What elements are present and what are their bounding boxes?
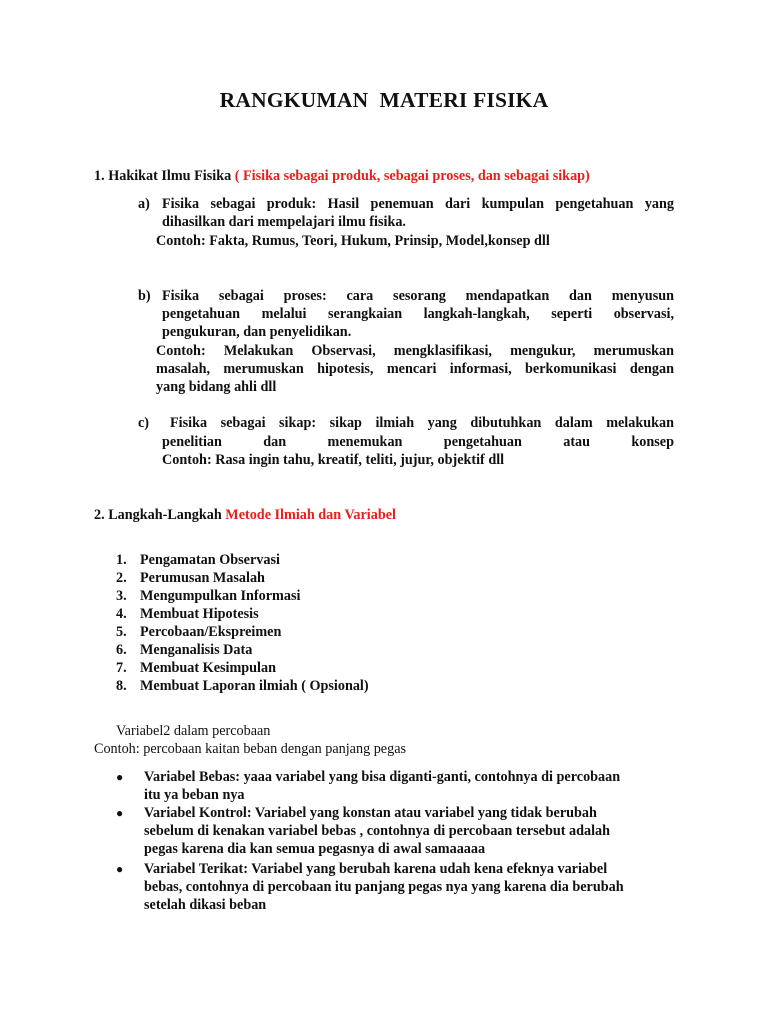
variable-terikat-line-3: setelah dikasi beban <box>144 897 267 913</box>
item-c-text-line-1: Fisika sebagai sikap: sikap ilmiah yang dibutuhkan dalam melakukan <box>170 415 674 431</box>
section-1-heading <box>94 167 590 185</box>
step-text: Pengamatan Observasi <box>140 552 280 568</box>
item-c-text-line-2: penelitian dan menemukan pengetahuan atau konsep <box>162 434 674 450</box>
step-number: 5. <box>116 624 127 640</box>
bullet-icon: ● <box>116 806 124 820</box>
item-a-example: Contoh: Fakta, Rumus, Teori, Hukum, Prinsip, Model,konsep dll <box>156 233 550 249</box>
item-a-marker: a) <box>138 196 150 212</box>
item-b-example-line-1: Contoh: Melakukan Observasi, mengklasifikasi, mengukur, merumuskan <box>156 343 674 359</box>
variable-kontrol-line-3: pegas karena dia kan semua pegasnya di awal samaaaaa <box>144 841 486 857</box>
item-b-marker: b) <box>138 288 151 304</box>
section-2-heading-label: 2. Langkah-Langkah <box>94 507 226 523</box>
bullet-icon: ● <box>116 862 124 876</box>
step-text: Membuat Kesimpulan <box>140 660 276 676</box>
section-1-heading-highlight: ( Fisika sebagai produk, sebagai proses, dan sebagai sikap) <box>234 168 590 184</box>
variable-bebas-line-2: itu ya beban nya <box>144 787 245 803</box>
step-number: 8. <box>116 678 127 694</box>
step-text: Menganalisis Data <box>140 642 253 658</box>
step-text: Perumusan Masalah <box>140 570 265 586</box>
item-c-marker: c) <box>138 415 150 431</box>
item-a-text-line-2: dihasilkan dari mempelajari ilmu fisika. <box>162 214 406 230</box>
variables-intro: Variabel2 dalam percobaan <box>116 723 271 739</box>
bullet-icon: ● <box>116 770 124 784</box>
step-number: 3. <box>116 588 127 604</box>
item-b-text-line-2: pengetahuan melalui serangkaian langkah-langkah, seperti observasi, <box>162 306 674 322</box>
variable-bebas-line-1: Variabel Bebas: yaaa variabel yang bisa diganti-ganti, contohnya di percobaan <box>144 769 621 785</box>
item-b-text-line-3: pengukuran, dan penyelidikan. <box>162 324 352 340</box>
step-text: Membuat Laporan ilmiah ( Opsional) <box>140 678 369 694</box>
step-text: Mengumpulkan Informasi <box>140 588 301 604</box>
item-b-example-line-3: yang bidang ahli dll <box>156 379 277 395</box>
step-text: Membuat Hipotesis <box>140 606 259 622</box>
section-2-heading-highlight: Metode Ilmiah dan Variabel <box>225 507 396 523</box>
variables-example: Contoh: percobaan kaitan beban dengan panjang pegas <box>94 741 407 757</box>
variable-terikat-line-1: Variabel Terikat: Variabel yang berubah karena udah kena efeknya variabel <box>144 861 608 877</box>
section-1-heading-label: 1. Hakikat Ilmu Fisika <box>94 168 235 184</box>
item-c-example: Contoh: Rasa ingin tahu, kreatif, teliti, jujur, objektif dll <box>162 452 505 468</box>
variable-kontrol-line-1: Variabel Kontrol: Variabel yang konstan atau variabel yang tidak berubah <box>144 805 597 821</box>
variable-terikat-line-2: bebas, contohnya di percobaan itu panjang pegas nya yang karena dia berubah <box>144 879 624 895</box>
section-2-heading <box>94 506 396 524</box>
item-b-text-line-1: Fisika sebagai proses: cara sesorang mendapatkan dan menyusun <box>162 288 674 304</box>
step-number: 1. <box>116 552 127 568</box>
item-b-example-line-2: masalah, merumuskan hipotesis, mencari informasi, berkomunikasi dengan <box>156 361 674 377</box>
step-text: Percobaan/Ekspreimen <box>140 624 282 640</box>
step-number: 4. <box>116 606 127 622</box>
variable-kontrol-line-2: sebelum di kenakan variabel bebas , contohnya di percobaan tersebut adalah <box>144 823 611 839</box>
step-number: 2. <box>116 570 127 586</box>
step-number: 7. <box>116 660 127 676</box>
item-a-text-line-1: Fisika sebagai produk: Hasil penemuan dari kumpulan pengetahuan yang <box>162 196 674 212</box>
page-title: RANGKUMAN MATERI FISIKA <box>219 88 549 112</box>
step-number: 6. <box>116 642 127 658</box>
